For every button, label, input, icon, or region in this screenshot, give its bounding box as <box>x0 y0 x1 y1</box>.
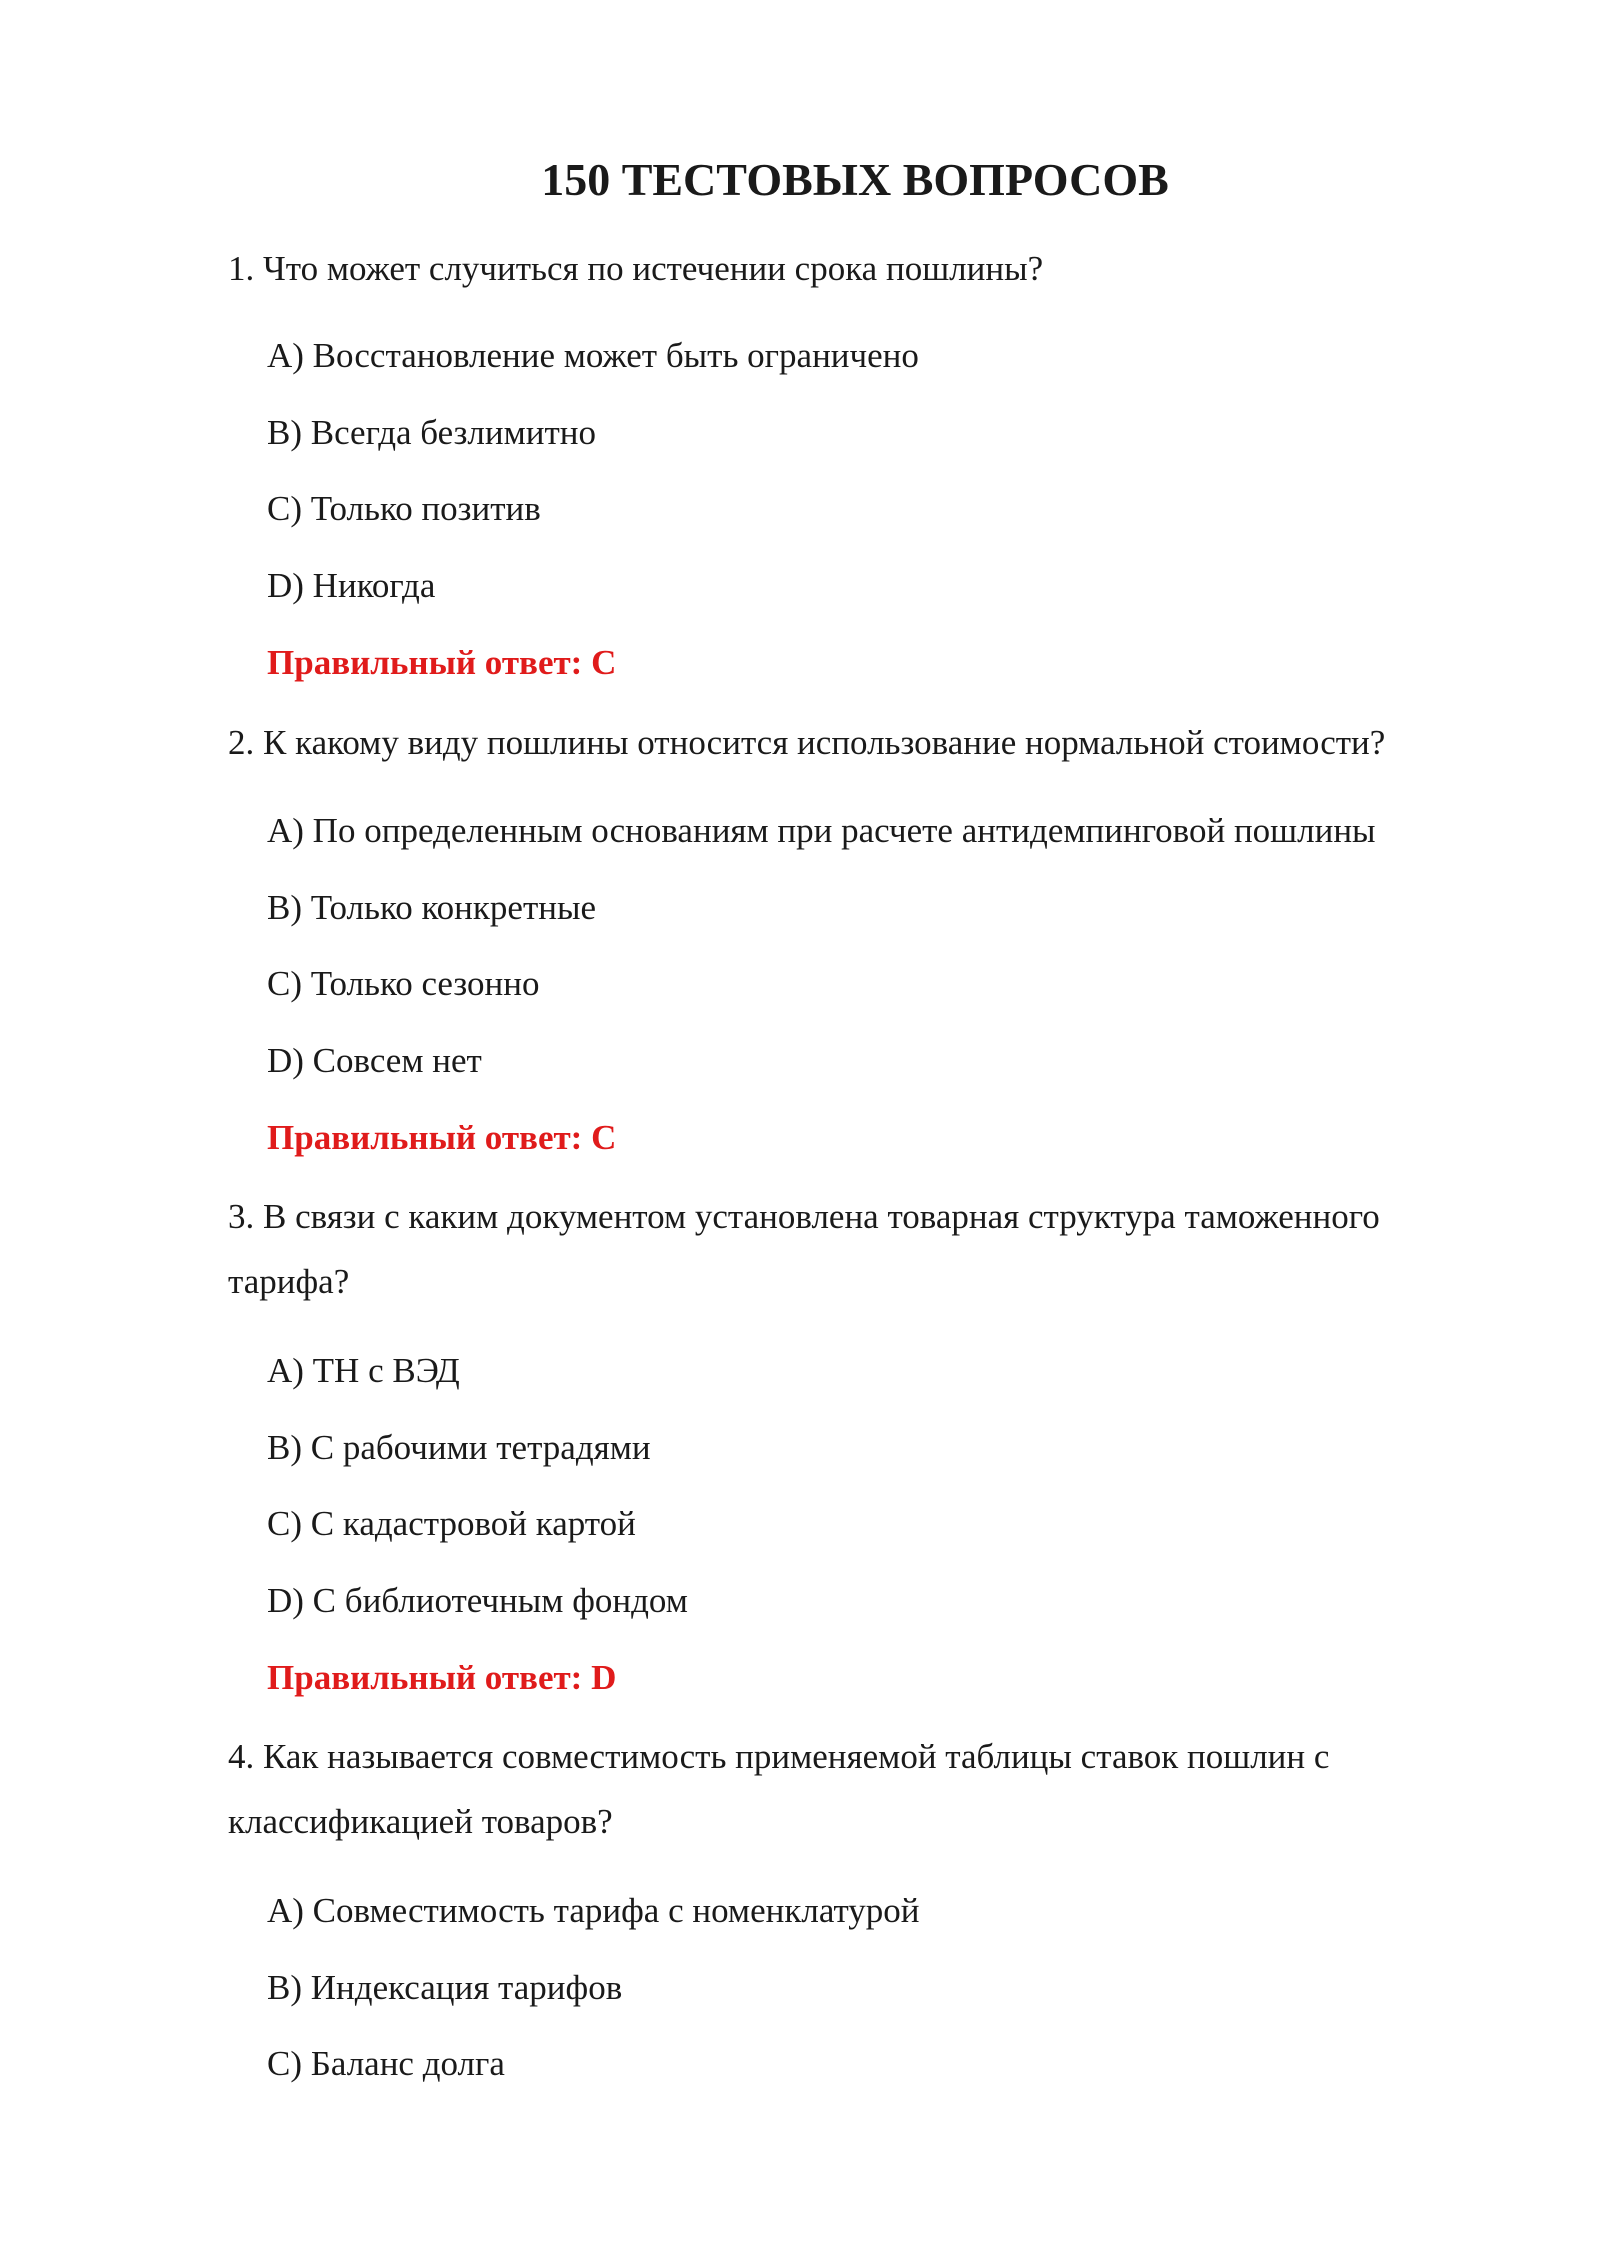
question-3-option-a: A) ТН с ВЭД <box>267 1351 460 1390</box>
question-4-option-b: B) Индексация тарифов <box>267 1968 623 2007</box>
question-3-option-b: B) С рабочими тетрадями <box>267 1428 651 1467</box>
question-3-text: 3. В связи с каким документом установлена товарная структура таможенного тарифа? <box>228 1197 1380 1301</box>
question-2-option-d: D) Совсем нет <box>267 1041 482 1080</box>
question-4-text: 4. Как называется совместимость применяемой таблицы ставок пошлин с классификацией товаров? <box>228 1737 1330 1841</box>
document-title: 150 ТЕСТОВЫХ ВОПРОСОВ <box>541 154 1169 205</box>
question-1-option-b: B) Всегда безлимитно <box>267 413 597 452</box>
question-1-option-d: D) Никогда <box>267 566 436 605</box>
question-3-answer: Правильный ответ: D <box>267 1658 617 1697</box>
question-2-answer: Правильный ответ: C <box>267 1118 617 1157</box>
question-2-option-a: A) По определенным основаниям при расчете антидемпинговой пошлины <box>267 811 1376 850</box>
question-1-option-a: A) Восстановление может быть ограничено <box>267 336 919 375</box>
question-1-option-c: C) Только позитив <box>267 489 541 528</box>
question-4-option-a: A) Совместимость тарифа с номенклатурой <box>267 1891 920 1930</box>
question-1-answer: Правильный ответ: C <box>267 643 617 682</box>
question-2-option-b: B) Только конкретные <box>267 888 597 927</box>
question-2-option-c: C) Только сезонно <box>267 964 540 1003</box>
question-3-option-c: C) С кадастровой картой <box>267 1504 636 1543</box>
question-2-text: 2. К какому виду пошлины относится использование нормальной стоимости? <box>228 723 1386 762</box>
question-4-option-c: C) Баланс долга <box>267 2044 505 2083</box>
question-3-option-d: D) С библиотечным фондом <box>267 1581 688 1620</box>
question-1-text: 1. Что может случиться по истечении срока пошлины? <box>228 249 1044 288</box>
